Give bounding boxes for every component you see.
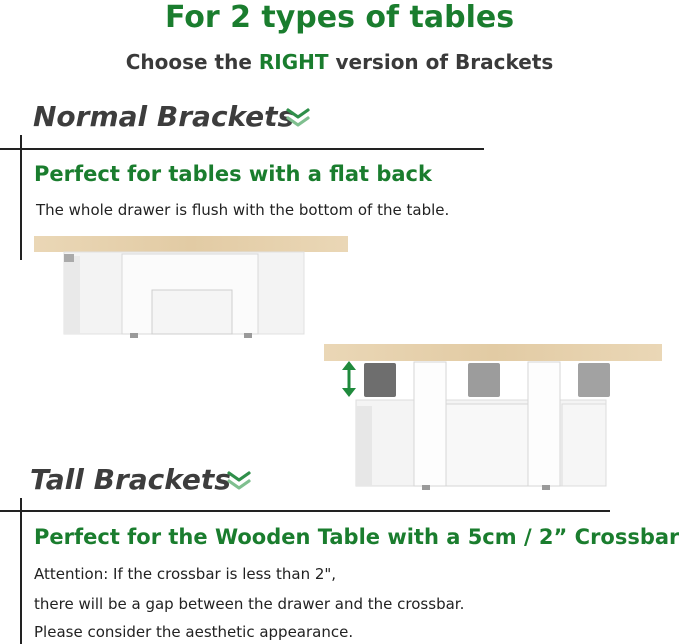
tall-note-line: there will be a gap between the drawer and the crossbar. bbox=[34, 595, 465, 613]
double-chevron-down-icon bbox=[285, 106, 311, 128]
tall-bracket-illustration bbox=[322, 342, 664, 494]
subtitle-highlight: RIGHT bbox=[258, 50, 329, 74]
normal-divider-vertical bbox=[20, 135, 22, 260]
tall-note-line: Attention: If the crossbar is less than 2", bbox=[34, 565, 337, 583]
tall-divider-horizontal bbox=[0, 510, 610, 512]
double-arrow-vertical-icon bbox=[340, 360, 358, 398]
page-subtitle bbox=[0, 48, 679, 76]
tall-feature-text: Perfect for the Wooden Table with a 5cm / 2” Crossbar bbox=[34, 525, 679, 549]
subtitle-suffix: version of Brackets bbox=[328, 50, 554, 74]
tall-brackets-heading: Tall Brackets bbox=[30, 463, 231, 496]
normal-bracket-illustration bbox=[34, 234, 350, 340]
tall-note-line: Please consider the aesthetic appearance. bbox=[34, 623, 354, 641]
page-title: For 2 types of tables bbox=[164, 0, 515, 35]
normal-divider-horizontal bbox=[0, 148, 484, 150]
normal-description: The whole drawer is flush with the bottom of the table. bbox=[36, 201, 450, 219]
tall-divider-vertical bbox=[20, 498, 22, 644]
normal-brackets-heading: Normal Brackets bbox=[33, 100, 295, 133]
normal-feature-text: Perfect for tables with a flat back bbox=[34, 162, 432, 186]
double-chevron-down-icon bbox=[226, 469, 252, 491]
subtitle-prefix: Choose the bbox=[125, 50, 259, 74]
